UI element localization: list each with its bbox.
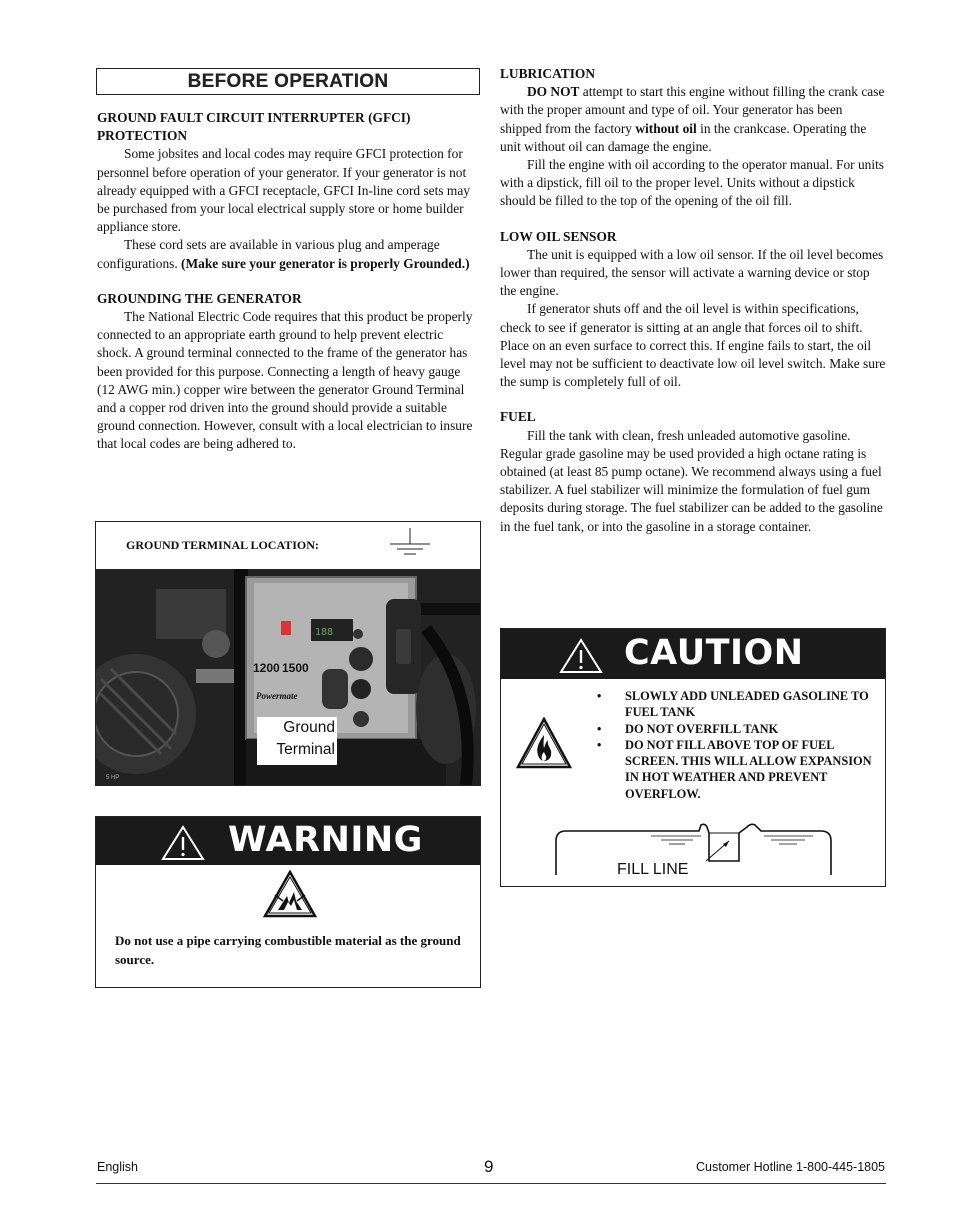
fill-line-diagram	[551, 819, 841, 879]
lub-text-2: in the crankcase. Operating the unit without oil can damage the engine.	[500, 120, 867, 154]
grounding-paragraph: The National Electric Code requires that this product be properly connected to an appropriate earth ground to help prevent electric shock. A ground terminal connected to the frame of the generator has been provided for this purpose. Connecting a length of heavy gauge (12 AWG min.) copper wire between the generator Ground Terminal and a copper rod driven into the ground should provide a suitable ground connection. However, consult with a local electrician to insure that local codes are being adhered to.	[97, 309, 473, 452]
fire-hazard-icon	[263, 870, 317, 918]
lub-bold-2: without oil	[635, 120, 697, 136]
panel-brand: Powermate	[256, 691, 298, 701]
footer-language: English	[97, 1160, 138, 1174]
ground-terminal-label: GROUND TERMINAL LOCATION:	[126, 538, 319, 552]
ground-symbol-icon	[386, 526, 434, 558]
caution-box	[500, 628, 886, 887]
fuel-paragraph: Fill the tank with clean, fresh unleaded automotive gasoline. Regular grade gasoline may be used provided a high octane rating is obtained (at least 85 pump octane). We recommend always using a fuel stabilizer. A fuel stabilizer will minimize the formulation of fuel gum deposits during storage. The fuel stabilizer can be added to the gasoline in the fuel tank, or into the gasoline in a storage container.	[500, 427, 883, 534]
flammable-icon	[516, 717, 572, 769]
fill-line-label: FILL LINE	[617, 861, 689, 878]
low-oil-heading: LOW OIL SENSOR	[500, 228, 617, 244]
svg-text:5 HP: 5 HP	[106, 775, 120, 781]
gfci-heading-2: PROTECTION	[97, 128, 188, 144]
lub-text-1: attempt to start this engine without filling the crank case with the proper amount and type of oil. Your generator has been shipped from the factory	[500, 84, 885, 136]
grounding-heading: GROUNDING THE GENERATOR	[97, 290, 302, 306]
warning-signal-word: WARNING	[228, 820, 423, 860]
warning-text: Do not use a pipe carrying combustible material as the ground source.	[115, 933, 461, 967]
lubrication-paragraph-1	[500, 83, 886, 156]
footer-rule	[96, 1183, 886, 1184]
lubrication-heading: LUBRICATION	[500, 66, 595, 81]
right-column	[500, 65, 886, 536]
fuel-heading: FUEL	[500, 409, 536, 425]
warning-bar	[96, 817, 480, 865]
caution-bar	[501, 629, 885, 679]
left-column	[97, 109, 481, 454]
lubrication-paragraph-2: Fill the engine with oil according to the operator manual. For units with a dipstick, fill oil to the proper level. Units without a dipstick should be filled to the top of the opening of the oil fill.	[500, 157, 885, 209]
panel-text-2: 1500	[282, 661, 309, 675]
caution-item: • DO NOT OVERFILL TANK	[597, 721, 877, 737]
warning-triangle-icon	[160, 824, 206, 862]
page-number: 9	[484, 1157, 494, 1176]
gfci-para2-bold: (Make sure your generator is properly Grounded.)	[181, 255, 470, 271]
caution-item: • SLOWLY ADD UNLEADED GASOLINE TO FUEL TANK	[597, 688, 877, 721]
gfci-paragraph-1: Some jobsites and local codes may require GFCI protection for personnel before operation of your generator. If your generator is not already equipped with a GFCI receptacle, GFCI In-line cord sets may be purchased from your local electrical supply store or home builder appliance store.	[97, 146, 470, 235]
caution-signal-word: CAUTION	[624, 633, 804, 673]
footer-hotline: Customer Hotline 1-800-445-1805	[696, 1160, 885, 1174]
ground-terminal-caption	[257, 717, 337, 765]
section-title-box	[96, 68, 480, 95]
section-title: BEFORE OPERATION	[187, 71, 389, 92]
caption-line-2: Terminal	[276, 741, 335, 758]
low-oil-paragraph-1: The unit is equipped with a low oil sensor. If the oil level becomes lower than required, the sensor will activate a warning device or stop the engine.	[500, 246, 884, 299]
gfci-heading-1: GROUND FAULT CIRCUIT INTERRUPTER (GFCI)	[97, 110, 411, 125]
low-oil-paragraph-2: If generator shuts off and the oil level is within specifications, check to see if generator is sitting at an angle that forces oil to shift. Place on an even surface to correct this. If engine fails to start, the oil level may not be sufficient to deactivate low oil level switch. Make sure the sump is completely full of oil.	[500, 301, 886, 390]
gfci-para2-text: These cord sets are available in various plug and amperage configurations.	[97, 237, 440, 271]
lub-bold-1: DO NOT	[527, 84, 580, 100]
caution-list	[597, 688, 877, 802]
generator-photo	[96, 569, 480, 785]
caption-line-1: Ground	[283, 719, 335, 736]
warning-box	[95, 816, 481, 988]
ground-terminal-figure	[95, 521, 481, 786]
gfci-paragraph-2	[97, 236, 481, 272]
panel-text-1: 1200	[253, 661, 280, 675]
svg-text:188: 188	[315, 627, 334, 638]
caution-item: • DO NOT FILL ABOVE TOP OF FUEL SCREEN. THIS WILL ALLOW EXPANSION IN HOT WEATHER AND PREVENT OVERFLOW.	[597, 737, 877, 802]
caution-triangle-icon	[558, 637, 604, 675]
